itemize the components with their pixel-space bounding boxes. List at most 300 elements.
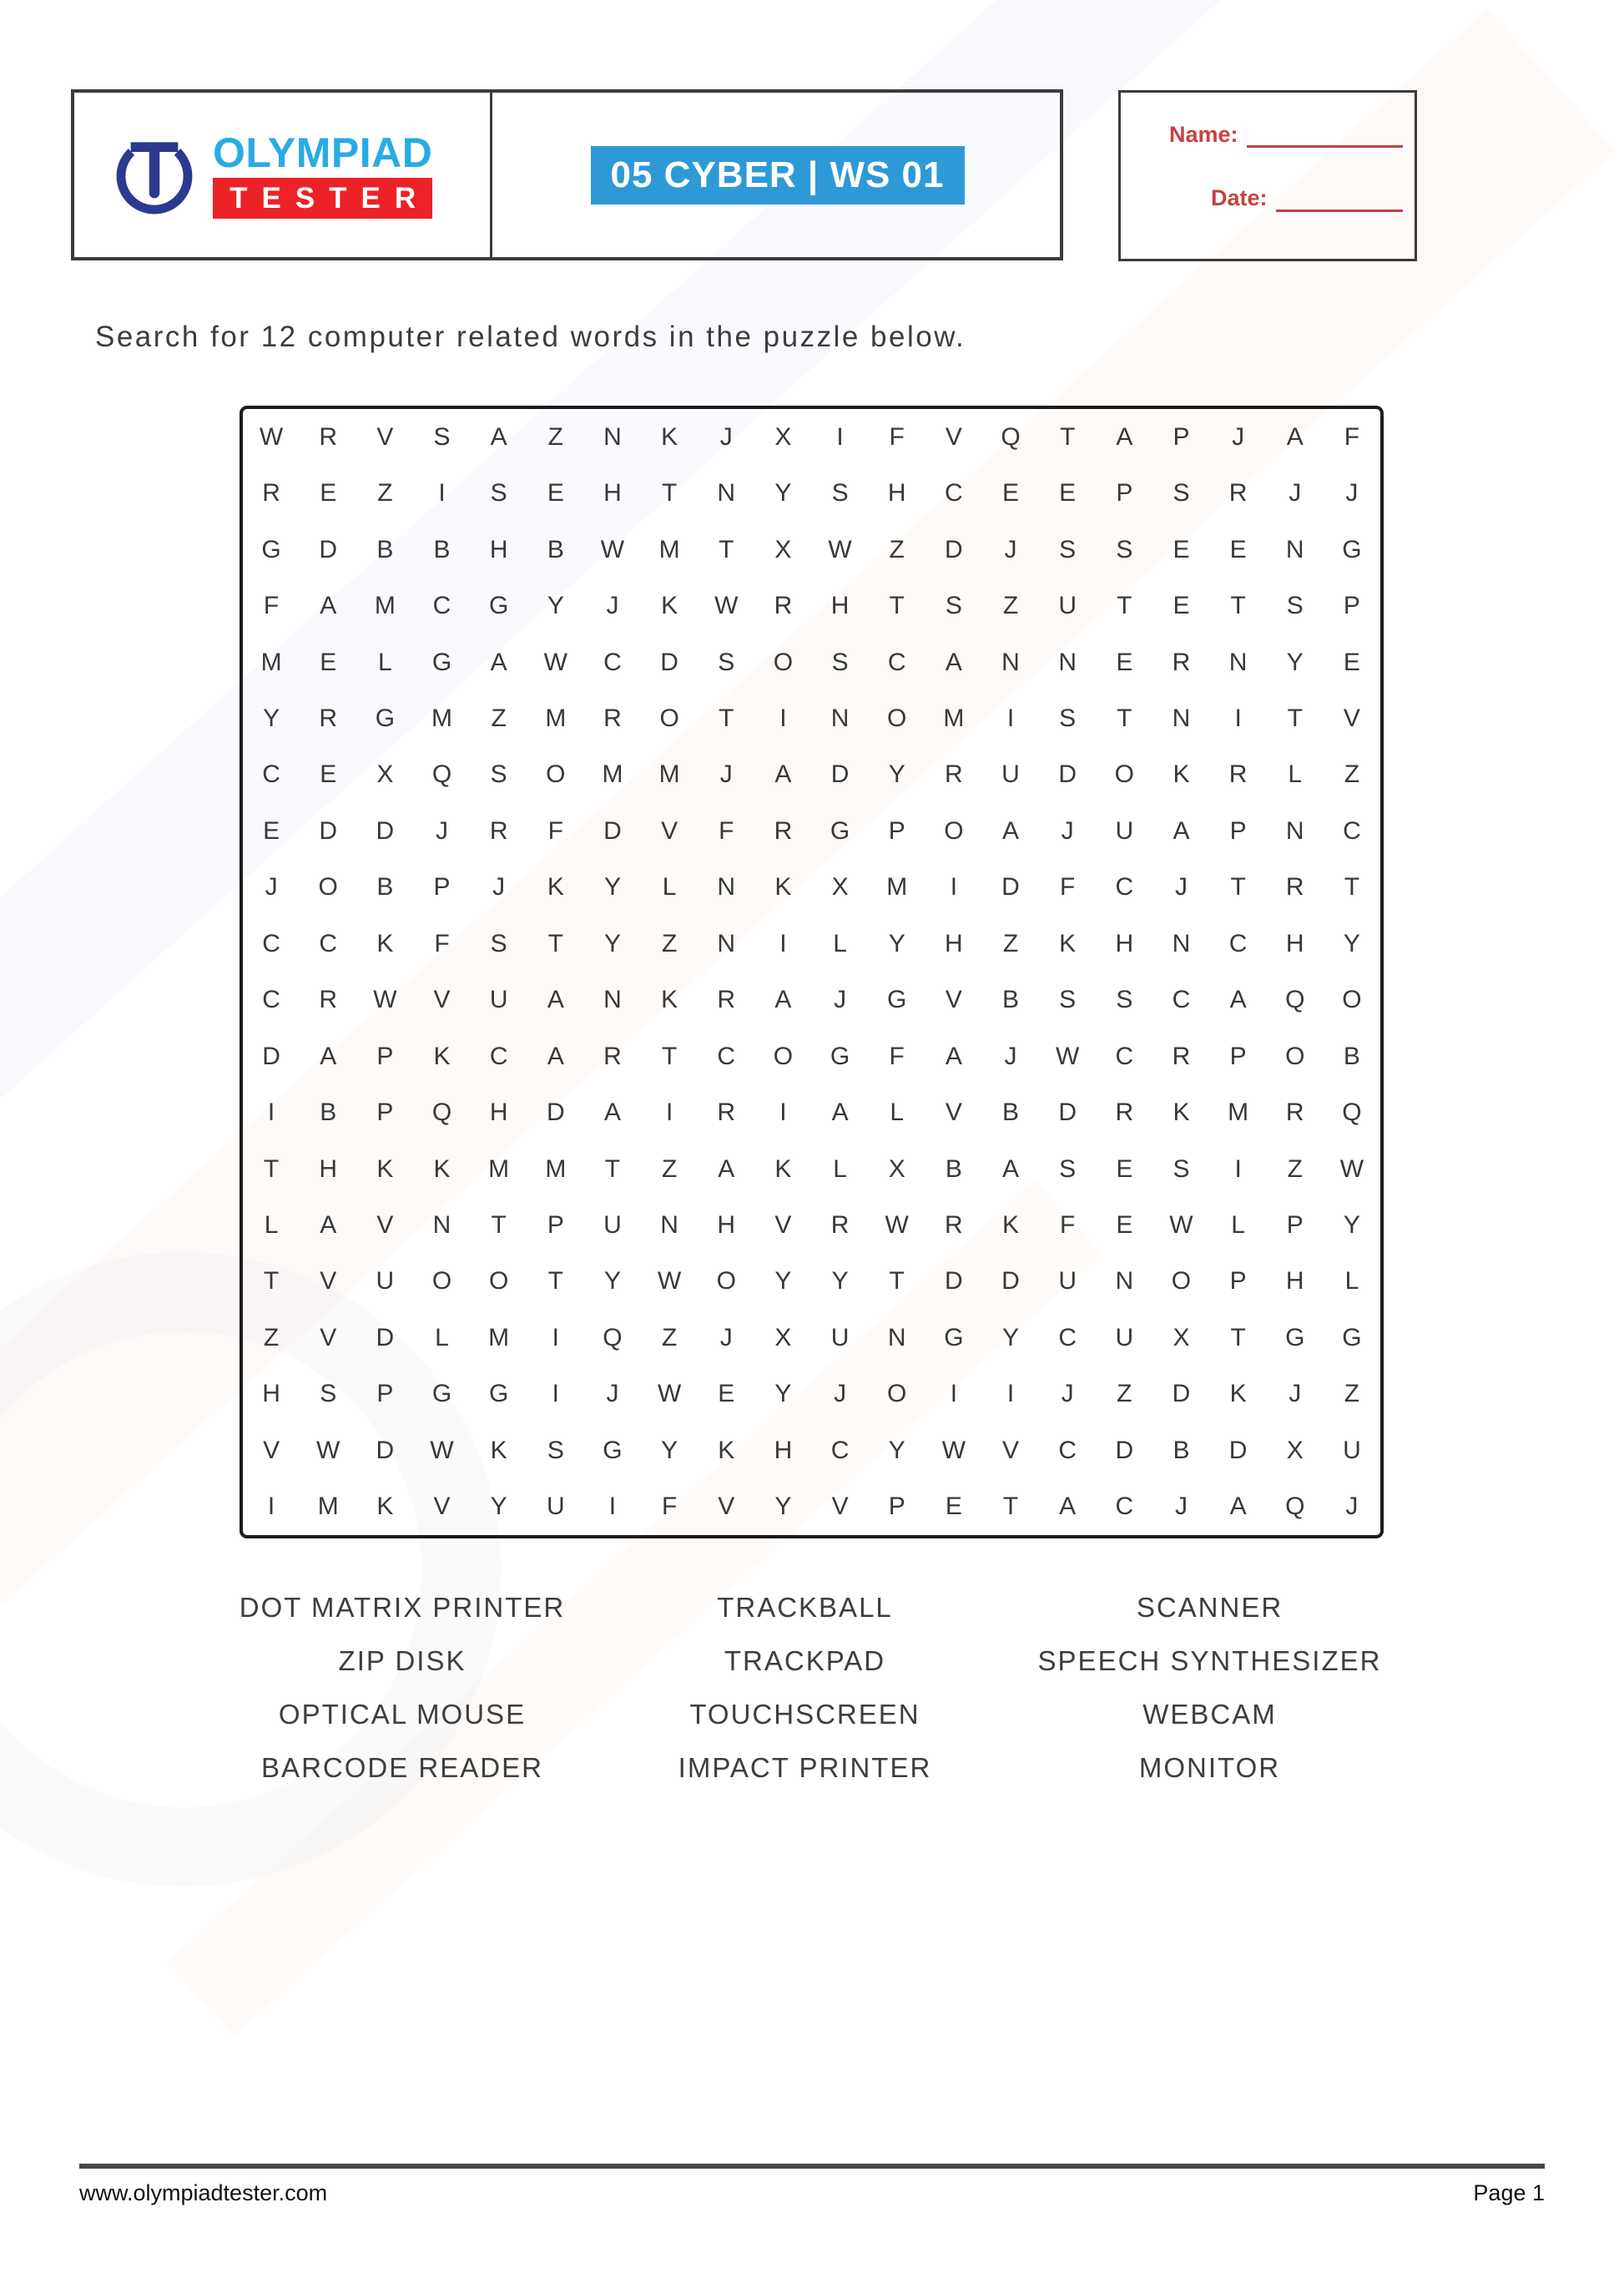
grid-cell-r3-c12: Z — [889, 535, 905, 563]
grid-cell-r20-c20: J — [1345, 1493, 1359, 1521]
grid-cell-r12-c20: B — [1343, 1042, 1360, 1070]
grid-cell-r5-c16: E — [1116, 648, 1133, 676]
grid-cell-r5-c11: S — [831, 648, 849, 676]
grid-cell-r3-c19: N — [1285, 535, 1304, 563]
grid-cell-r8-c18: P — [1229, 816, 1247, 845]
grid-cell-r7-c16: O — [1114, 760, 1134, 789]
grid-cell-r10-c9: N — [717, 929, 736, 957]
grid-cell-r1-c12: F — [889, 422, 905, 451]
grid-cell-r16-c6: T — [547, 1267, 563, 1296]
grid-cell-r18-c4: G — [431, 1380, 452, 1408]
date-field — [1211, 184, 1403, 211]
grid-cell-r18-c10: Y — [774, 1380, 792, 1408]
grid-cell-r8-c3: D — [376, 816, 395, 845]
name-label: Name: — [1169, 122, 1238, 147]
brand-logo — [74, 93, 492, 257]
grid-cell-r19-c7: G — [603, 1436, 623, 1464]
grid-cell-r16-c16: N — [1115, 1267, 1134, 1296]
grid-cell-r19-c4: W — [430, 1436, 454, 1464]
grid-cell-r18-c18: K — [1229, 1380, 1247, 1408]
grid-cell-r7-c11: D — [830, 760, 850, 789]
grid-cell-r13-c1: I — [267, 1099, 275, 1127]
grid-cell-r18-c20: Z — [1344, 1380, 1360, 1408]
word-list-item: OPTICAL MOUSE — [278, 1699, 527, 1730]
grid-cell-r4-c10: R — [774, 592, 793, 620]
grid-cell-r12-c16: C — [1115, 1042, 1134, 1070]
grid-cell-r5-c2: E — [320, 648, 337, 676]
grid-cell-r9-c19: R — [1285, 873, 1304, 902]
grid-cell-r7-c18: R — [1228, 760, 1248, 789]
grid-cell-r5-c17: R — [1172, 648, 1191, 676]
grid-cell-r7-c4: Q — [431, 760, 452, 789]
date-label: Date: — [1211, 185, 1268, 211]
grid-cell-r17-c14: Y — [1002, 1323, 1020, 1351]
grid-cell-r13-c17: K — [1173, 1099, 1190, 1127]
grid-cell-r17-c1: Z — [263, 1323, 280, 1351]
grid-cell-r13-c18: M — [1228, 1099, 1249, 1127]
grid-cell-r10-c20: Y — [1343, 929, 1360, 957]
grid-cell-r16-c17: O — [1171, 1267, 1192, 1296]
grid-cell-r3-c11: W — [828, 535, 852, 563]
grid-cell-r2-c16: P — [1116, 479, 1133, 508]
grid-cell-r10-c13: H — [945, 929, 963, 957]
grid-cell-r10-c19: H — [1285, 929, 1304, 957]
word-list-item: IMPACT PRINTER — [678, 1752, 932, 1783]
grid-cell-r13-c15: D — [1058, 1099, 1077, 1127]
grid-cell-r13-c19: R — [1285, 1099, 1304, 1127]
word-list-item: TOUCHSCREEN — [689, 1699, 920, 1730]
grid-cell-r3-c6: B — [547, 535, 564, 563]
grid-cell-r12-c9: C — [717, 1042, 736, 1070]
grid-cell-r16-c13: D — [945, 1267, 963, 1296]
grid-cell-r18-c13: I — [950, 1380, 958, 1408]
grid-cell-r9-c1: J — [265, 873, 278, 902]
grid-cell-r10-c16: H — [1115, 929, 1134, 957]
grid-cell-r4-c3: M — [374, 592, 396, 620]
grid-cell-r12-c7: R — [603, 1042, 622, 1070]
grid-cell-r8-c19: N — [1285, 816, 1304, 845]
grid-cell-r13-c10: I — [779, 1099, 787, 1127]
grid-cell-r10-c3: K — [376, 929, 394, 957]
grid-cell-r6-c17: N — [1172, 704, 1191, 732]
grid-cell-r10-c7: Y — [603, 929, 621, 957]
footer-page-number: Page 1 — [1473, 2180, 1545, 2205]
grid-cell-r5-c1: M — [260, 648, 282, 676]
grid-cell-r19-c5: K — [490, 1436, 507, 1464]
grid-cell-r9-c15: F — [1060, 873, 1076, 902]
grid-cell-r3-c14: J — [1004, 535, 1017, 563]
grid-cell-r8-c1: E — [263, 816, 280, 845]
grid-cell-r2-c7: H — [603, 479, 622, 508]
grid-cell-r14-c14: A — [1002, 1154, 1020, 1183]
grid-cell-r16-c7: Y — [603, 1267, 621, 1296]
grid-cell-r15-c13: R — [945, 1211, 963, 1240]
grid-cell-r8-c14: A — [1002, 816, 1020, 845]
grid-cell-r9-c20: T — [1344, 873, 1360, 902]
grid-cell-r17-c19: G — [1285, 1323, 1305, 1351]
word-list-column-3 — [995, 1581, 1425, 1795]
grid-cell-r17-c20: G — [1342, 1323, 1362, 1351]
grid-cell-r15-c3: V — [376, 1211, 394, 1240]
grid-cell-r20-c8: F — [661, 1493, 678, 1521]
grid-cell-r13-c4: Q — [431, 1099, 452, 1127]
grid-cell-r14-c13: B — [945, 1154, 962, 1183]
grid-cell-r8-c6: F — [547, 816, 563, 845]
grid-cell-r8-c9: F — [719, 816, 734, 845]
grid-cell-r2-c17: S — [1173, 479, 1190, 508]
grid-cell-r9-c4: P — [433, 873, 451, 902]
grid-cell-r20-c7: I — [608, 1493, 617, 1521]
grid-cell-r18-c1: H — [262, 1380, 280, 1408]
grid-cell-r17-c2: V — [320, 1323, 337, 1351]
grid-cell-r3-c3: B — [376, 535, 394, 563]
grid-cell-r11-c17: C — [1172, 986, 1191, 1014]
grid-cell-r4-c18: T — [1230, 592, 1246, 620]
grid-cell-r16-c19: H — [1285, 1267, 1304, 1296]
grid-cell-r12-c14: J — [1004, 1042, 1017, 1070]
grid-cell-r9-c7: Y — [603, 873, 621, 902]
grid-cell-r3-c17: E — [1173, 535, 1190, 563]
grid-cell-r19-c3: D — [376, 1436, 395, 1464]
grid-cell-r17-c13: G — [944, 1323, 964, 1351]
grid-cell-r4-c15: U — [1058, 592, 1077, 620]
grid-cell-r5-c3: L — [378, 648, 392, 676]
brand-name-top: OLYMPIAD — [213, 129, 433, 176]
grid-cell-r17-c4: L — [435, 1323, 449, 1351]
grid-cell-r11-c19: Q — [1285, 986, 1305, 1014]
brand-wordmark — [213, 129, 433, 219]
grid-cell-r17-c16: U — [1115, 1323, 1134, 1351]
grid-cell-r2-c20: J — [1345, 479, 1359, 508]
grid-cell-r16-c4: O — [431, 1267, 452, 1296]
grid-cell-r9-c9: N — [717, 873, 736, 902]
grid-cell-r14-c2: H — [319, 1154, 338, 1183]
grid-cell-r4-c13: S — [945, 592, 962, 620]
grid-cell-r3-c7: W — [600, 535, 625, 563]
grid-cell-r5-c15: N — [1058, 648, 1077, 676]
grid-cell-r11-c16: S — [1116, 986, 1133, 1014]
grid-cell-r10-c5: S — [490, 929, 507, 957]
grid-cell-r11-c14: B — [1002, 986, 1020, 1014]
grid-cell-r2-c15: E — [1059, 479, 1077, 508]
grid-cell-r3-c15: S — [1059, 535, 1077, 563]
grid-cell-r13-c2: B — [320, 1099, 337, 1127]
grid-cell-r7-c15: D — [1058, 760, 1077, 789]
word-list-item: SPEECH SYNTHESIZER — [1037, 1645, 1382, 1676]
grid-cell-r4-c12: T — [889, 592, 905, 620]
grid-cell-r1-c8: K — [661, 422, 678, 451]
grid-cell-r5-c7: C — [603, 648, 622, 676]
grid-cell-r11-c10: A — [774, 986, 792, 1014]
grid-cell-r10-c14: Z — [1002, 929, 1019, 957]
grid-cell-r9-c3: B — [376, 873, 394, 902]
grid-cell-r11-c20: O — [1342, 986, 1362, 1014]
grid-cell-r4-c5: G — [489, 592, 509, 620]
grid-cell-r14-c9: A — [718, 1154, 735, 1183]
grid-cell-r5-c5: A — [490, 648, 507, 676]
grid-cell-r19-c14: V — [1002, 1436, 1020, 1464]
grid-cell-r16-c1: T — [263, 1267, 280, 1296]
grid-cell-r15-c15: F — [1060, 1211, 1076, 1240]
grid-cell-r14-c20: W — [1339, 1154, 1364, 1183]
grid-cell-r20-c9: V — [718, 1493, 735, 1521]
grid-cell-r6-c12: O — [887, 704, 907, 732]
grid-cell-r14-c5: M — [488, 1154, 510, 1183]
grid-cell-r1-c13: V — [945, 422, 962, 451]
grid-cell-r20-c12: P — [888, 1493, 905, 1521]
word-search-grid — [240, 406, 1384, 1538]
power-t-logo-icon — [113, 128, 196, 222]
grid-cell-r6-c13: M — [943, 704, 965, 732]
grid-cell-r18-c14: I — [1006, 1380, 1015, 1408]
grid-cell-r2-c4: I — [438, 479, 446, 508]
grid-cell-r5-c12: C — [887, 648, 906, 676]
grid-cell-r12-c8: T — [661, 1042, 678, 1070]
grid-cell-r12-c17: R — [1172, 1042, 1191, 1070]
grid-cell-r11-c8: K — [661, 986, 678, 1014]
grid-cell-r15-c8: N — [660, 1211, 678, 1240]
grid-cell-r9-c17: J — [1174, 873, 1188, 902]
grid-cell-r10-c8: Z — [661, 929, 678, 957]
grid-cell-r5-c13: A — [945, 648, 962, 676]
grid-cell-r14-c17: S — [1173, 1154, 1190, 1183]
grid-cell-r20-c5: Y — [490, 1493, 507, 1521]
grid-cell-r14-c12: X — [888, 1154, 905, 1183]
grid-cell-r1-c19: A — [1286, 422, 1304, 451]
grid-cell-r17-c11: U — [830, 1323, 850, 1351]
grid-cell-r5-c4: G — [431, 648, 452, 676]
grid-cell-r7-c20: Z — [1344, 760, 1360, 789]
grid-cell-r18-c6: I — [552, 1380, 559, 1408]
grid-cell-r2-c9: N — [717, 479, 736, 508]
grid-cell-r16-c20: L — [1344, 1267, 1359, 1296]
grid-cell-r16-c5: O — [489, 1267, 509, 1296]
grid-cell-r8-c17: A — [1173, 816, 1190, 845]
grid-cell-r9-c5: J — [492, 873, 506, 902]
grid-cell-r4-c9: W — [714, 592, 739, 620]
grid-cell-r18-c19: J — [1289, 1380, 1302, 1408]
grid-cell-r10-c18: C — [1228, 929, 1248, 957]
grid-cell-r1-c6: Z — [547, 422, 563, 451]
grid-cell-r3-c18: E — [1229, 535, 1247, 563]
grid-cell-r11-c11: J — [834, 986, 847, 1014]
grid-cell-r8-c10: R — [774, 816, 793, 845]
grid-cell-r8-c4: J — [436, 816, 449, 845]
grid-cell-r4-c6: Y — [547, 592, 564, 620]
grid-cell-r7-c12: Y — [888, 760, 905, 789]
grid-cell-r9-c13: I — [950, 873, 958, 902]
grid-cell-r15-c18: L — [1231, 1211, 1245, 1240]
grid-cell-r16-c12: T — [889, 1267, 905, 1296]
word-list-item: TRACKBALL — [717, 1592, 893, 1623]
grid-cell-r6-c20: V — [1343, 704, 1360, 732]
grid-cell-r1-c11: I — [836, 422, 844, 451]
grid-cell-r11-c1: C — [262, 986, 280, 1014]
grid-cell-r16-c2: V — [320, 1267, 337, 1296]
grid-cell-r7-c7: M — [602, 760, 623, 789]
word-list-item: ZIP DISK — [338, 1645, 467, 1676]
grid-cell-r14-c3: K — [376, 1154, 394, 1183]
grid-cell-r11-c13: V — [945, 986, 962, 1014]
grid-cell-r17-c3: D — [376, 1323, 395, 1351]
grid-cell-r2-c14: E — [1002, 479, 1020, 508]
grid-cell-r2-c13: C — [945, 479, 963, 508]
grid-cell-r10-c17: N — [1172, 929, 1191, 957]
grid-cell-r6-c14: I — [1006, 704, 1015, 732]
grid-cell-r20-c19: Q — [1285, 1493, 1305, 1521]
grid-cell-r20-c1: I — [267, 1493, 275, 1521]
grid-cell-r7-c13: R — [945, 760, 963, 789]
grid-cell-r1-c2: R — [319, 422, 338, 451]
grid-cell-r18-c9: E — [718, 1380, 735, 1408]
grid-cell-r17-c8: Z — [661, 1323, 678, 1351]
grid-cell-r18-c5: G — [489, 1380, 509, 1408]
word-list-column-1 — [149, 1581, 656, 1795]
grid-cell-r19-c17: B — [1173, 1436, 1190, 1464]
grid-cell-r16-c9: O — [716, 1267, 736, 1296]
grid-cell-r10-c6: T — [547, 929, 563, 957]
grid-cell-r7-c14: U — [1001, 760, 1020, 789]
grid-cell-r12-c19: O — [1285, 1042, 1305, 1070]
grid-cell-r6-c4: M — [431, 704, 453, 732]
grid-cell-r7-c6: O — [546, 760, 566, 789]
grid-cell-r5-c8: D — [660, 648, 678, 676]
grid-cell-r9-c10: K — [774, 873, 792, 902]
grid-cell-r8-c13: O — [944, 816, 964, 845]
grid-cell-r5-c18: N — [1228, 648, 1248, 676]
grid-cell-r6-c6: M — [545, 704, 567, 732]
grid-cell-r12-c11: G — [830, 1042, 850, 1070]
grid-cell-r17-c5: M — [488, 1323, 510, 1351]
grid-cell-r13-c20: Q — [1342, 1099, 1362, 1127]
grid-cell-r14-c6: M — [545, 1154, 567, 1183]
grid-cell-r11-c9: R — [717, 986, 736, 1014]
word-list-item: WEBCAM — [1142, 1699, 1277, 1730]
grid-cell-r7-c3: X — [376, 760, 394, 789]
grid-cell-r15-c9: H — [717, 1211, 736, 1240]
grid-cell-r8-c15: J — [1061, 816, 1074, 845]
grid-cell-r9-c11: X — [831, 873, 849, 902]
grid-cell-r1-c15: T — [1060, 422, 1076, 451]
grid-cell-r9-c8: L — [662, 873, 677, 902]
grid-cell-r1-c14: Q — [1001, 422, 1021, 451]
grid-cell-r15-c20: Y — [1343, 1211, 1360, 1240]
grid-cell-r19-c10: H — [774, 1436, 793, 1464]
grid-cell-r13-c9: R — [717, 1099, 736, 1127]
brand-name-bottom: TESTER — [213, 178, 432, 219]
grid-cell-r17-c7: Q — [603, 1323, 623, 1351]
grid-cell-r9-c18: T — [1230, 873, 1246, 902]
grid-cell-r13-c11: A — [831, 1099, 849, 1127]
grid-cell-r20-c3: K — [376, 1493, 394, 1521]
grid-cell-r20-c11: V — [831, 1493, 849, 1521]
grid-cell-r2-c18: R — [1228, 479, 1248, 508]
grid-cell-r19-c9: K — [718, 1436, 735, 1464]
grid-cell-r13-c6: D — [546, 1099, 565, 1127]
grid-cell-r1-c16: A — [1116, 422, 1133, 451]
grid-cell-r5-c6: W — [543, 648, 567, 676]
grid-cell-r5-c14: N — [1001, 648, 1020, 676]
grid-cell-r19-c20: U — [1343, 1436, 1361, 1464]
grid-cell-r4-c17: E — [1173, 592, 1190, 620]
grid-cell-r7-c2: E — [320, 760, 337, 789]
grid-cell-r11-c18: A — [1229, 986, 1247, 1014]
word-list-item: MONITOR — [1138, 1752, 1281, 1783]
grid-cell-r7-c8: M — [658, 760, 680, 789]
grid-cell-r12-c15: W — [1056, 1042, 1080, 1070]
grid-cell-r11-c7: N — [603, 986, 622, 1014]
grid-cell-r8-c2: D — [319, 816, 338, 845]
grid-cell-r10-c2: C — [319, 929, 338, 957]
grid-cell-r14-c8: Z — [661, 1154, 678, 1183]
grid-cell-r12-c1: D — [262, 1042, 280, 1070]
grid-cell-r19-c13: W — [941, 1436, 966, 1464]
grid-cell-r3-c16: S — [1116, 535, 1133, 563]
grid-cell-r1-c3: V — [376, 422, 394, 451]
grid-cell-r4-c4: C — [432, 592, 451, 620]
grid-cell-r1-c7: N — [603, 422, 622, 451]
grid-cell-r12-c18: P — [1229, 1042, 1247, 1070]
header-box — [71, 89, 1063, 260]
word-list-item: BARCODE READER — [261, 1752, 543, 1783]
grid-cell-r8-c12: P — [888, 816, 905, 845]
grid-cell-r2-c5: S — [490, 479, 507, 508]
grid-cell-r16-c10: Y — [774, 1267, 792, 1296]
grid-cell-r20-c15: A — [1059, 1493, 1077, 1521]
grid-cell-r9-c14: D — [1001, 873, 1020, 902]
grid-cell-r10-c4: F — [434, 929, 450, 957]
grid-cell-r4-c1: F — [263, 592, 280, 620]
grid-cell-r20-c14: T — [1002, 1493, 1019, 1521]
grid-cell-r20-c13: E — [945, 1493, 962, 1521]
grid-cell-r11-c4: V — [433, 986, 451, 1014]
grid-cell-r6-c5: Z — [491, 704, 507, 732]
grid-cell-r11-c12: G — [887, 986, 907, 1014]
grid-cell-r14-c10: K — [774, 1154, 792, 1183]
grid-cell-r6-c7: R — [603, 704, 622, 732]
grid-cell-r12-c13: A — [945, 1042, 962, 1070]
grid-cell-r11-c3: W — [373, 986, 397, 1014]
grid-cell-r15-c19: P — [1286, 1211, 1304, 1240]
grid-cell-r3-c13: D — [945, 535, 963, 563]
grid-cell-r19-c6: S — [547, 1436, 564, 1464]
grid-cell-r10-c11: L — [833, 929, 847, 957]
grid-cell-r3-c4: B — [433, 535, 451, 563]
grid-cell-r17-c12: N — [887, 1323, 906, 1351]
grid-cell-r15-c17: W — [1169, 1211, 1193, 1240]
grid-cell-r6-c8: O — [659, 704, 679, 732]
grid-cell-r14-c19: Z — [1287, 1154, 1303, 1183]
grid-cell-r5-c19: Y — [1286, 648, 1304, 676]
date-blank-line — [1276, 192, 1403, 212]
name-field — [1169, 121, 1403, 148]
grid-cell-r3-c1: G — [261, 535, 281, 563]
grid-cell-r4-c7: J — [606, 592, 619, 620]
grid-cell-r9-c2: O — [318, 873, 338, 902]
grid-cell-r15-c16: E — [1116, 1211, 1133, 1240]
worksheet-title: 05 CYBER | WS 01 — [591, 146, 965, 205]
grid-cell-r12-c3: P — [376, 1042, 394, 1070]
grid-cell-r2-c3: Z — [377, 479, 393, 508]
grid-cell-r19-c18: D — [1228, 1436, 1248, 1464]
grid-cell-r2-c11: S — [831, 479, 849, 508]
grid-cell-r7-c1: C — [262, 760, 280, 789]
grid-cell-r11-c2: R — [319, 986, 338, 1014]
grid-cell-r3-c5: H — [489, 535, 508, 563]
grid-cell-r10-c15: K — [1059, 929, 1077, 957]
grid-cell-r4-c16: T — [1117, 592, 1132, 620]
grid-cell-r20-c4: V — [433, 1493, 451, 1521]
